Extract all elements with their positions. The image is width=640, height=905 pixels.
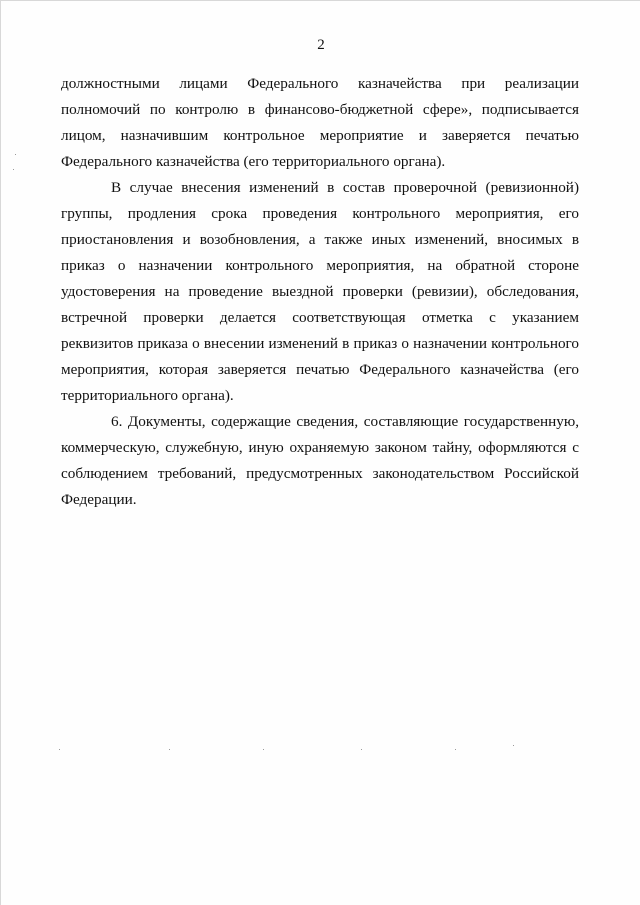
paragraph-confidential-documents: 6. Документы, содержащие сведения, составляющие государственную, коммерческую, служебную, иную охраняемую законом тайну, оформляются с соблюдением требований, предусмотренных законодательством Российской Федерации. xyxy=(61,413,579,508)
scan-speck xyxy=(15,154,16,155)
paragraph-amendments: В случае внесения изменений в состав проверочной (ревизионной) группы, продления срока проведения контрольного мероприятия, его приостановления и возобновления, а также иных изменений, вносимых в приказ о назначении контрольного мероприятия, на обратной стороне удостоверения на проведение выездной проверки (ревизии), обследования, встречной проверки делается соответствующая отметка с указанием реквизитов приказа о внесении изменений в приказ о назначении контрольного мероприятия, которая заверяется печатью Федерального казначейства (его территориального органа). xyxy=(61,179,579,404)
scan-speck xyxy=(59,749,60,750)
scan-speck xyxy=(361,749,362,750)
paragraph-continuation: должностными лицами Федерального казначейства при реализации полномочий по контролю в финансово-бюджетной сфере», подписывается лицом, назначившим контрольное мероприятие и заверяется печатью Федерального казначейства (его территориального органа). xyxy=(61,75,579,170)
page-number: 2 xyxy=(317,37,325,53)
scan-speck xyxy=(513,745,514,746)
scan-speck xyxy=(455,749,456,750)
scan-speck xyxy=(263,749,264,750)
scan-speck xyxy=(13,169,14,170)
scan-speck xyxy=(169,749,170,750)
document-body xyxy=(61,71,579,513)
